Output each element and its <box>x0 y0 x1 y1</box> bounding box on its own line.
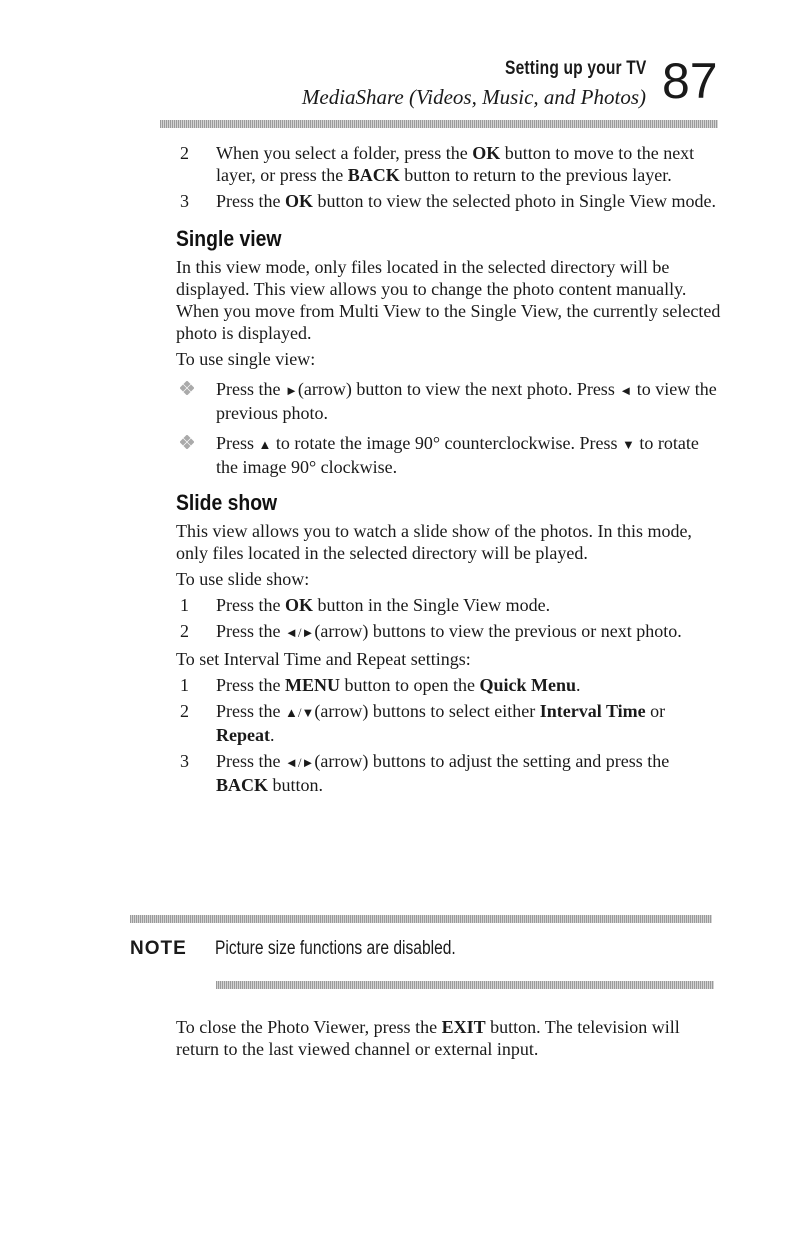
slide-step-2 <box>176 620 721 644</box>
step-text: Press the <box>216 191 285 211</box>
single-view-paragraph: In this view mode, only files located in the selected directory will be displayed. This view allows you to change the photo content manually. When you move from Multi View to the Single View, the currently selected photo is displayed. <box>176 257 721 343</box>
slide-step-1 <box>176 594 721 616</box>
down-arrow-icon: ▼ <box>622 437 635 452</box>
step-number: 1 <box>180 675 189 695</box>
header-subsection-title: MediaShare (Videos, Music, and Photos) <box>301 85 646 109</box>
closing-text: button. The television will return to the last viewed channel or external input. <box>176 1017 680 1059</box>
step-number: 1 <box>180 595 189 615</box>
left-right-arrows-icon: ◄/► <box>285 755 315 770</box>
interval-step-1 <box>176 674 721 696</box>
step-number: 3 <box>180 191 189 211</box>
step-number: 2 <box>180 621 189 641</box>
ok-label: OK <box>285 595 314 615</box>
back-label: BACK <box>347 165 400 185</box>
bullet-text: to rotate the image 90° counterclockwise. Press <box>271 433 622 453</box>
step-text: button. <box>268 775 324 795</box>
bullet-text: to view the previous photo. <box>216 379 717 423</box>
step-text: button to return to the previous layer. <box>399 165 672 185</box>
heading-single-view: Single view <box>176 226 282 251</box>
page-number: 87 <box>662 53 718 109</box>
menu-label: MENU <box>285 675 340 695</box>
diamond-bullet-icon <box>180 435 194 449</box>
step-number: 3 <box>180 751 189 771</box>
intro-step-3 <box>176 190 721 212</box>
bullet-text: Press the <box>216 379 285 399</box>
header-section-title: Setting up your TV <box>504 58 646 79</box>
up-down-arrows-icon: ▲/▼ <box>285 705 315 720</box>
note-text: Picture size functions are disabled. <box>215 938 456 959</box>
right-arrow-icon: ► <box>285 383 298 398</box>
slide-show-lead: To use slide show: <box>176 569 310 589</box>
step-text: . <box>576 675 581 695</box>
single-view-bullet-2 <box>176 432 721 478</box>
diamond-bullet-icon <box>180 381 194 395</box>
ok-label: OK <box>472 143 501 163</box>
note-bottom-rule <box>216 981 714 989</box>
closing-paragraph <box>176 1016 721 1060</box>
header-rule <box>160 120 718 128</box>
main-content <box>176 142 721 796</box>
single-view-lead: To use single view: <box>176 349 316 369</box>
repeat-label: Repeat <box>216 725 270 745</box>
interval-step-3 <box>176 750 721 796</box>
note-label: NOTE <box>130 938 187 959</box>
exit-label: EXIT <box>441 1017 486 1037</box>
step-text: button to open the <box>340 675 480 695</box>
step-text: Press the <box>216 675 285 695</box>
step-text: Press the <box>216 751 285 771</box>
step-text: Press the <box>216 621 285 641</box>
intro-step-2 <box>176 142 721 186</box>
step-text: button to view the selected photo in Single View mode. <box>313 191 717 211</box>
left-right-arrows-icon: ◄/► <box>285 625 315 640</box>
bullet-text: to rotate the image 90° clockwise. <box>216 433 699 477</box>
up-arrow-icon: ▲ <box>258 437 272 452</box>
step-number: 2 <box>180 143 189 163</box>
interval-lead: To set Interval Time and Repeat settings: <box>176 649 471 669</box>
back-label: BACK <box>216 775 269 795</box>
note-top-rule <box>130 915 712 923</box>
interval-time-label: Interval Time <box>539 701 646 721</box>
single-view-bullet-1 <box>176 378 721 424</box>
quick-menu-label: Quick Menu <box>479 675 576 695</box>
step-text: button to move to the next layer, or press the <box>216 143 695 185</box>
step-text: or <box>645 701 666 721</box>
ok-label: OK <box>285 191 314 211</box>
interval-step-2 <box>176 700 721 746</box>
step-text: When you select a folder, press the <box>216 143 473 163</box>
step-text: . <box>269 725 275 745</box>
bullet-text: (arrow) button to view the next photo. Press <box>297 379 620 399</box>
step-number: 2 <box>180 701 189 721</box>
step-text: (arrow) buttons to view the previous or next photo. <box>314 621 682 641</box>
step-text: Press the <box>216 595 285 615</box>
step-text: button in the Single View mode. <box>313 595 551 615</box>
step-text: Press the <box>216 701 285 721</box>
left-arrow-icon: ◄ <box>619 383 633 398</box>
bullet-text: Press <box>216 433 259 453</box>
heading-slide-show: Slide show <box>176 490 278 515</box>
step-text: (arrow) buttons to select either <box>314 701 540 721</box>
closing-text: To close the Photo Viewer, press the <box>176 1017 442 1037</box>
slide-show-paragraph: This view allows you to watch a slide show of the photos. In this mode, only files located in the selected directory will be played. <box>176 521 692 563</box>
step-text: (arrow) buttons to adjust the setting and press the <box>314 751 670 771</box>
